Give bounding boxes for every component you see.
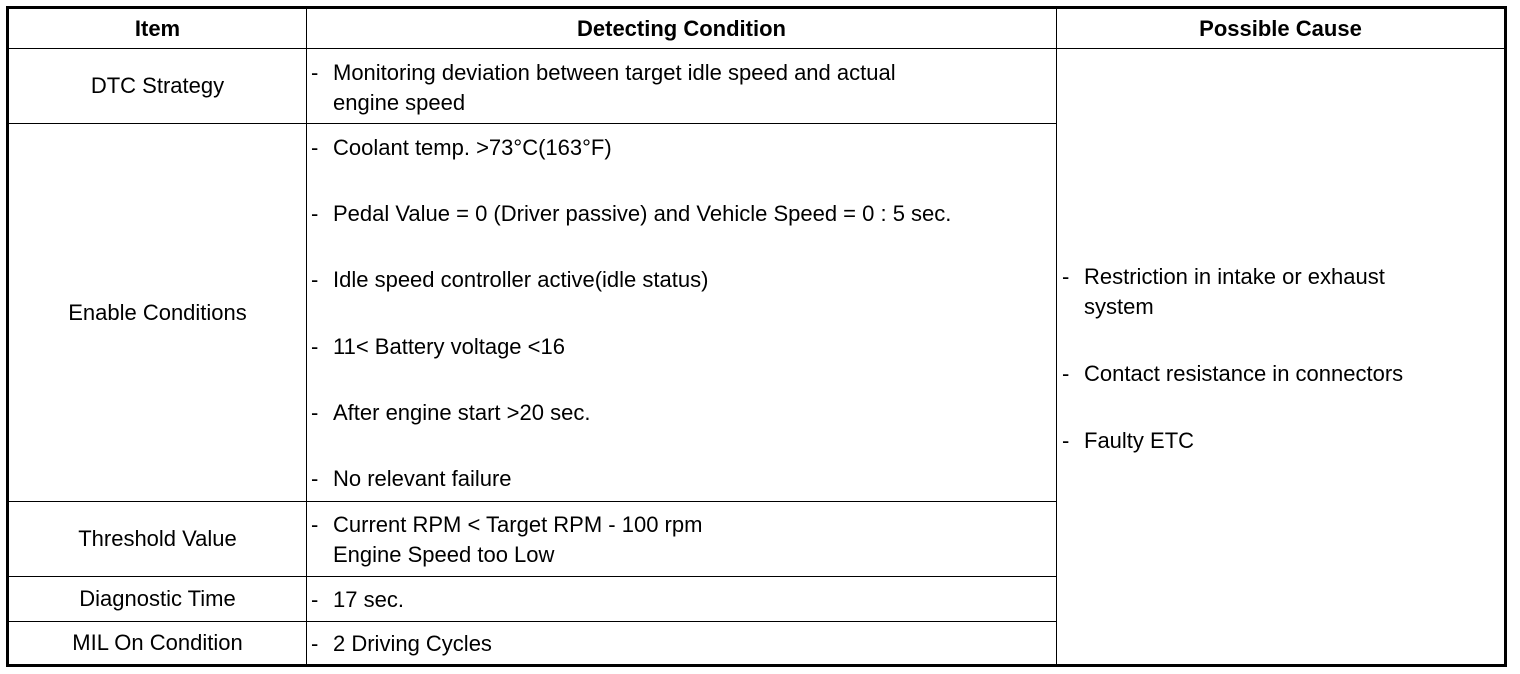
condition-item: - Idle speed controller active(idle status) — [309, 265, 1054, 295]
dtc-table — [6, 6, 1507, 667]
header-detecting-condition: Detecting Condition — [577, 15, 786, 41]
row-threshold-conditions — [309, 510, 1054, 570]
enable-condition-3 — [309, 265, 1054, 295]
divider-col-2 — [1056, 9, 1057, 664]
divider-col-1 — [306, 9, 307, 664]
possible-cause-3 — [1060, 426, 1500, 456]
cause-item: - Contact resistance in connectors — [1060, 359, 1500, 389]
row-enable-conditions-item: Enable Conditions — [68, 299, 247, 325]
enable-condition-2 — [309, 199, 1054, 229]
row-threshold-item: Threshold Value — [78, 526, 237, 551]
header-possible-cause: Possible Cause — [1199, 15, 1362, 41]
condition-item: - Current RPM < Target RPM - 100 rpm Engine Speed too Low — [309, 510, 1054, 570]
condition-item: - Pedal Value = 0 (Driver passive) and Vehicle Speed = 0 : 5 sec. — [309, 199, 1054, 229]
possible-cause-2 — [1060, 359, 1500, 389]
condition-item: - Coolant temp. >73°C(163°F) — [309, 133, 1054, 163]
condition-item: - No relevant failure — [309, 464, 1054, 494]
condition-item: - 2 Driving Cycles — [309, 629, 1054, 659]
cause-item: - Faulty ETC — [1060, 426, 1500, 456]
row-mil-on-conditions — [309, 629, 1054, 659]
possible-cause-1 — [1060, 262, 1500, 322]
row-diagnostic-time-item: Diagnostic Time — [79, 586, 236, 611]
row-mil-on-item: MIL On Condition — [72, 630, 243, 655]
enable-condition-6 — [309, 464, 1054, 494]
condition-item: - 11< Battery voltage <16 — [309, 332, 1054, 362]
condition-item: - 17 sec. — [309, 585, 1054, 615]
header-item: Item — [134, 15, 181, 41]
condition-item: - Monitoring deviation between target idle speed and actual engine speed — [309, 58, 1054, 118]
enable-condition-5 — [309, 398, 1054, 428]
enable-condition-1 — [309, 133, 1054, 163]
row-dtc-strategy-item: DTC Strategy — [90, 73, 225, 98]
row-diagnostic-time-conditions — [309, 585, 1054, 615]
row-dtc-strategy-conditions — [309, 58, 1054, 118]
cause-item: - Restriction in intake or exhaust system — [1060, 262, 1500, 322]
condition-item: - After engine start >20 sec. — [309, 398, 1054, 428]
enable-condition-4 — [309, 332, 1054, 362]
